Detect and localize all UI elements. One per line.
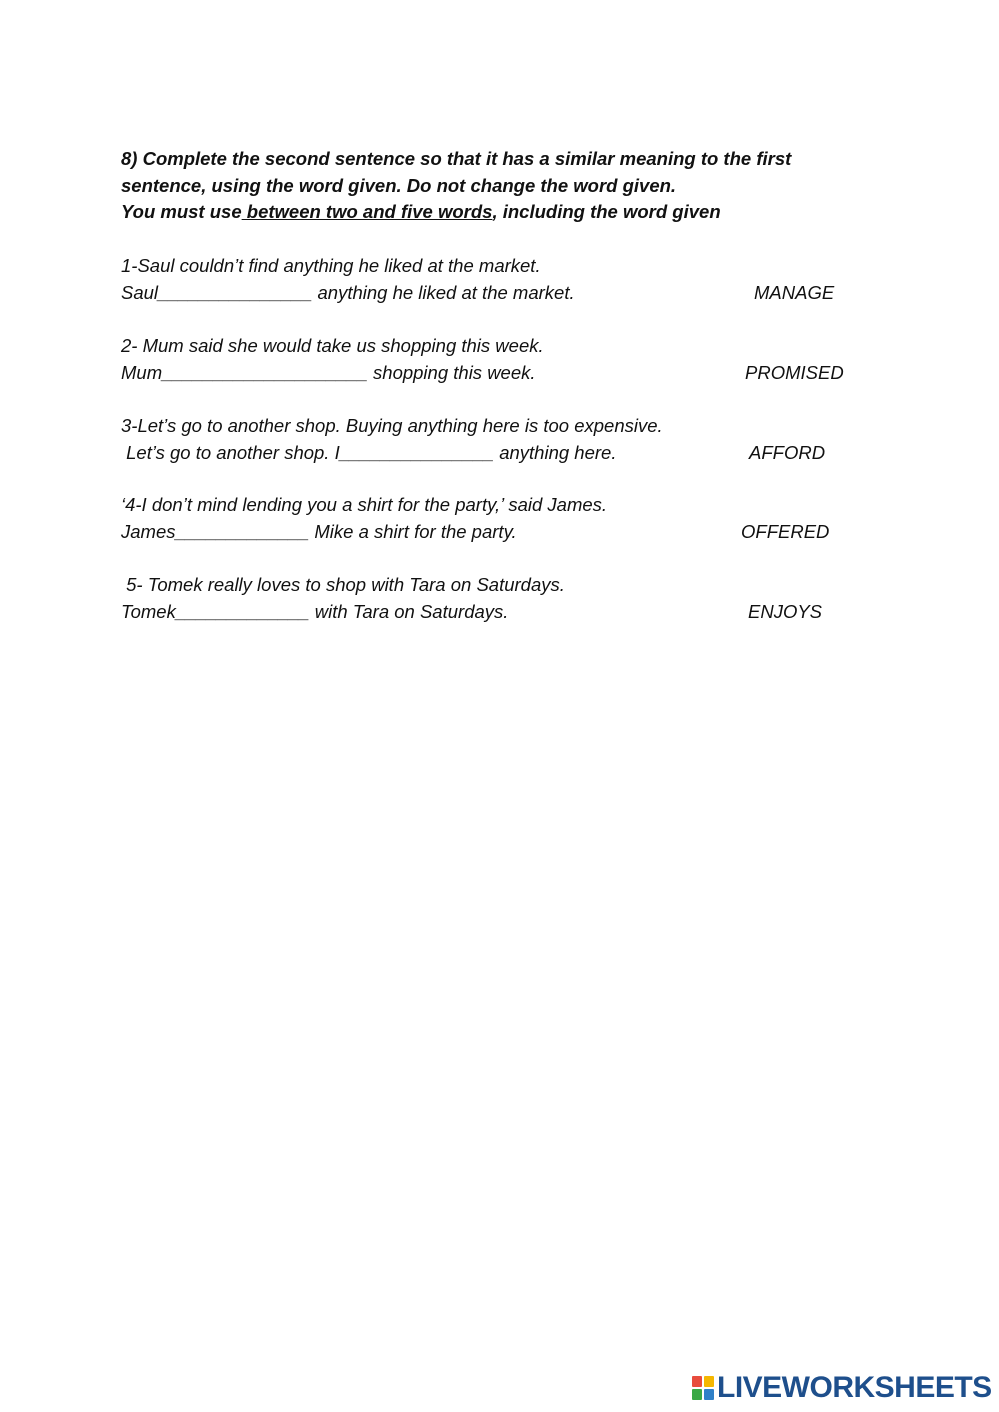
exercise-item-3 — [121, 413, 881, 466]
rewrite-sentence — [121, 280, 881, 307]
rewrite-sentence — [121, 440, 881, 467]
instructions-word-limit: between two and five words — [241, 201, 493, 223]
logo-square-blue — [704, 1389, 714, 1400]
rewrite-text: Mum____________________ shopping this week. — [121, 361, 536, 383]
rewrite-text: Let’s go to another shop. I_______________ anything here. — [121, 441, 617, 463]
instructions-line-3-prefix: You must use — [121, 201, 242, 223]
logo-square-yellow — [704, 1376, 714, 1387]
rewrite-sentence — [121, 360, 881, 387]
original-sentence: ‘4-I don’t mind lending you a shirt for the party,’ said James. — [121, 494, 608, 515]
rewrite-text: James_____________ Mike a shirt for the party. — [121, 520, 517, 542]
exercise-item-1 — [121, 253, 881, 306]
rewrite-text: Saul_______________ anything he liked at the market. — [121, 281, 575, 303]
exercise-item-2 — [121, 333, 881, 386]
original-sentence: 3-Let’s go to another shop. Buying anything here is too expensive. — [121, 415, 663, 436]
liveworksheets-logo-text: LIVEWORKSHEETS — [717, 1371, 992, 1404]
exercise-item-4 — [121, 492, 881, 545]
rewrite-sentence — [121, 519, 881, 546]
rewrite-sentence — [121, 599, 881, 626]
logo-square-green — [692, 1389, 702, 1400]
logo-square-red — [692, 1376, 702, 1387]
liveworksheets-logo-icon — [692, 1376, 714, 1400]
exercise-instructions — [121, 146, 881, 226]
original-sentence: 2- Mum said she would take us shopping this week. — [121, 335, 544, 356]
original-sentence: 5- Tomek really loves to shop with Tara on Saturdays. — [121, 574, 565, 595]
key-word: OFFERED — [741, 520, 830, 542]
instructions-line-1: 8) Complete the second sentence so that it has a similar meaning to the first — [121, 148, 792, 169]
key-word: PROMISED — [745, 361, 844, 383]
instructions-line-2: sentence, using the word given. Do not change the word given. — [121, 174, 677, 196]
key-word: ENJOYS — [748, 600, 823, 622]
key-word: MANAGE — [754, 281, 835, 303]
instructions-line-3-suffix: , including the word given — [492, 201, 721, 223]
exercise-item-5 — [121, 572, 881, 625]
original-sentence: 1-Saul couldn’t find anything he liked at the market. — [121, 255, 541, 276]
instructions-line-3 — [121, 199, 881, 226]
key-word: AFFORD — [749, 441, 826, 463]
liveworksheets-logo — [692, 1372, 992, 1404]
rewrite-text: Tomek_____________ with Tara on Saturdays. — [121, 600, 509, 622]
